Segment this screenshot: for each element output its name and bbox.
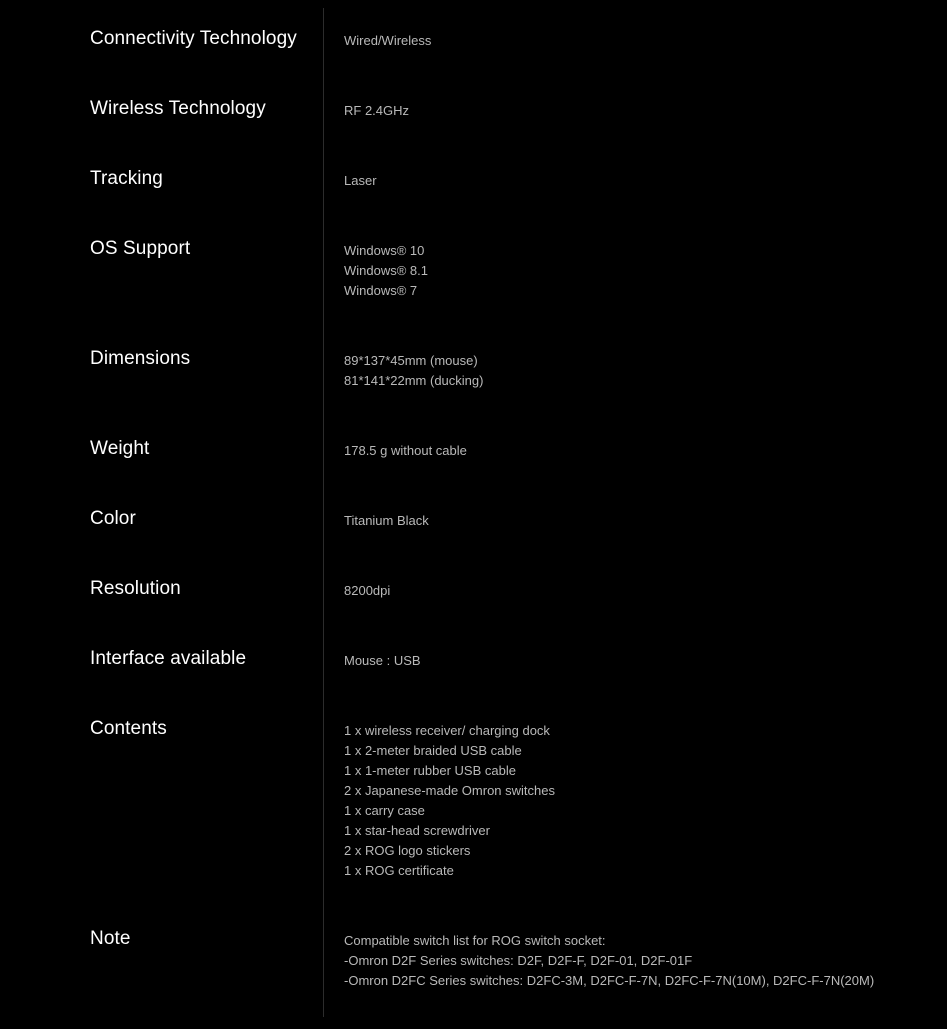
spec-label: Note	[90, 928, 131, 949]
spec-value-line: Wired/Wireless	[344, 33, 432, 48]
spec-value	[344, 651, 939, 671]
spec-label: Color	[90, 508, 136, 529]
spec-value-line: -Omron D2FC Series switches: D2FC-3M, D2FC-F-7N, D2FC-F-7N(10M), D2FC-F-7N(20M)	[344, 973, 875, 988]
spec-value-line: 2 x ROG logo stickers	[344, 843, 471, 858]
spec-label: Wireless Technology	[90, 98, 266, 119]
spec-value-line: 178.5 g without cable	[344, 443, 467, 458]
spec-value	[344, 171, 939, 191]
spec-value-line: 8200dpi	[344, 583, 391, 598]
spec-value-line: 1 x ROG certificate	[344, 863, 454, 878]
spec-value	[344, 721, 939, 881]
spec-value	[344, 351, 939, 391]
spec-value-line: 89*137*45mm (mouse)	[344, 353, 478, 368]
spec-label: Contents	[90, 718, 167, 739]
spec-value	[344, 441, 939, 461]
spec-label: Resolution	[90, 578, 181, 599]
spec-value-line: 2 x Japanese-made Omron switches	[344, 783, 555, 798]
spec-value-line: 1 x star-head screwdriver	[344, 823, 490, 838]
spec-label: Tracking	[90, 168, 163, 189]
spec-value-line: 1 x carry case	[344, 803, 425, 818]
spec-value-line: 1 x wireless receiver/ charging dock	[344, 723, 550, 738]
spec-value-line: Windows® 7	[344, 283, 418, 298]
spec-value-line: Compatible switch list for ROG switch socket:	[344, 933, 606, 948]
spec-value-line: Windows® 8.1	[344, 263, 428, 278]
spec-value	[344, 101, 939, 121]
spec-label: Dimensions	[90, 348, 191, 369]
spec-value-line: Mouse : USB	[344, 653, 421, 668]
spec-value	[344, 511, 939, 531]
spec-label: Interface available	[90, 648, 247, 669]
spec-value	[344, 581, 939, 601]
spec-value-line: 81*141*22mm (ducking)	[344, 373, 484, 388]
spec-value	[344, 241, 939, 301]
spec-value-line: Titanium Black	[344, 513, 429, 528]
spec-value-line: 1 x 2-meter braided USB cable	[344, 743, 522, 758]
spec-value-line: -Omron D2F Series switches: D2F, D2F-F, D2F-01, D2F-01F	[344, 953, 693, 968]
spec-label: Connectivity Technology	[90, 28, 297, 49]
spec-label: Weight	[90, 438, 150, 459]
spec-value	[344, 31, 939, 51]
spec-value	[344, 931, 939, 991]
spec-value-line: Windows® 10	[344, 243, 425, 258]
spec-value-line: RF 2.4GHz	[344, 103, 410, 118]
spec-value-line: 1 x 1-meter rubber USB cable	[344, 763, 516, 778]
column-divider	[323, 8, 324, 1017]
spec-label: OS Support	[90, 238, 191, 259]
spec-value-line: Laser	[344, 173, 377, 188]
